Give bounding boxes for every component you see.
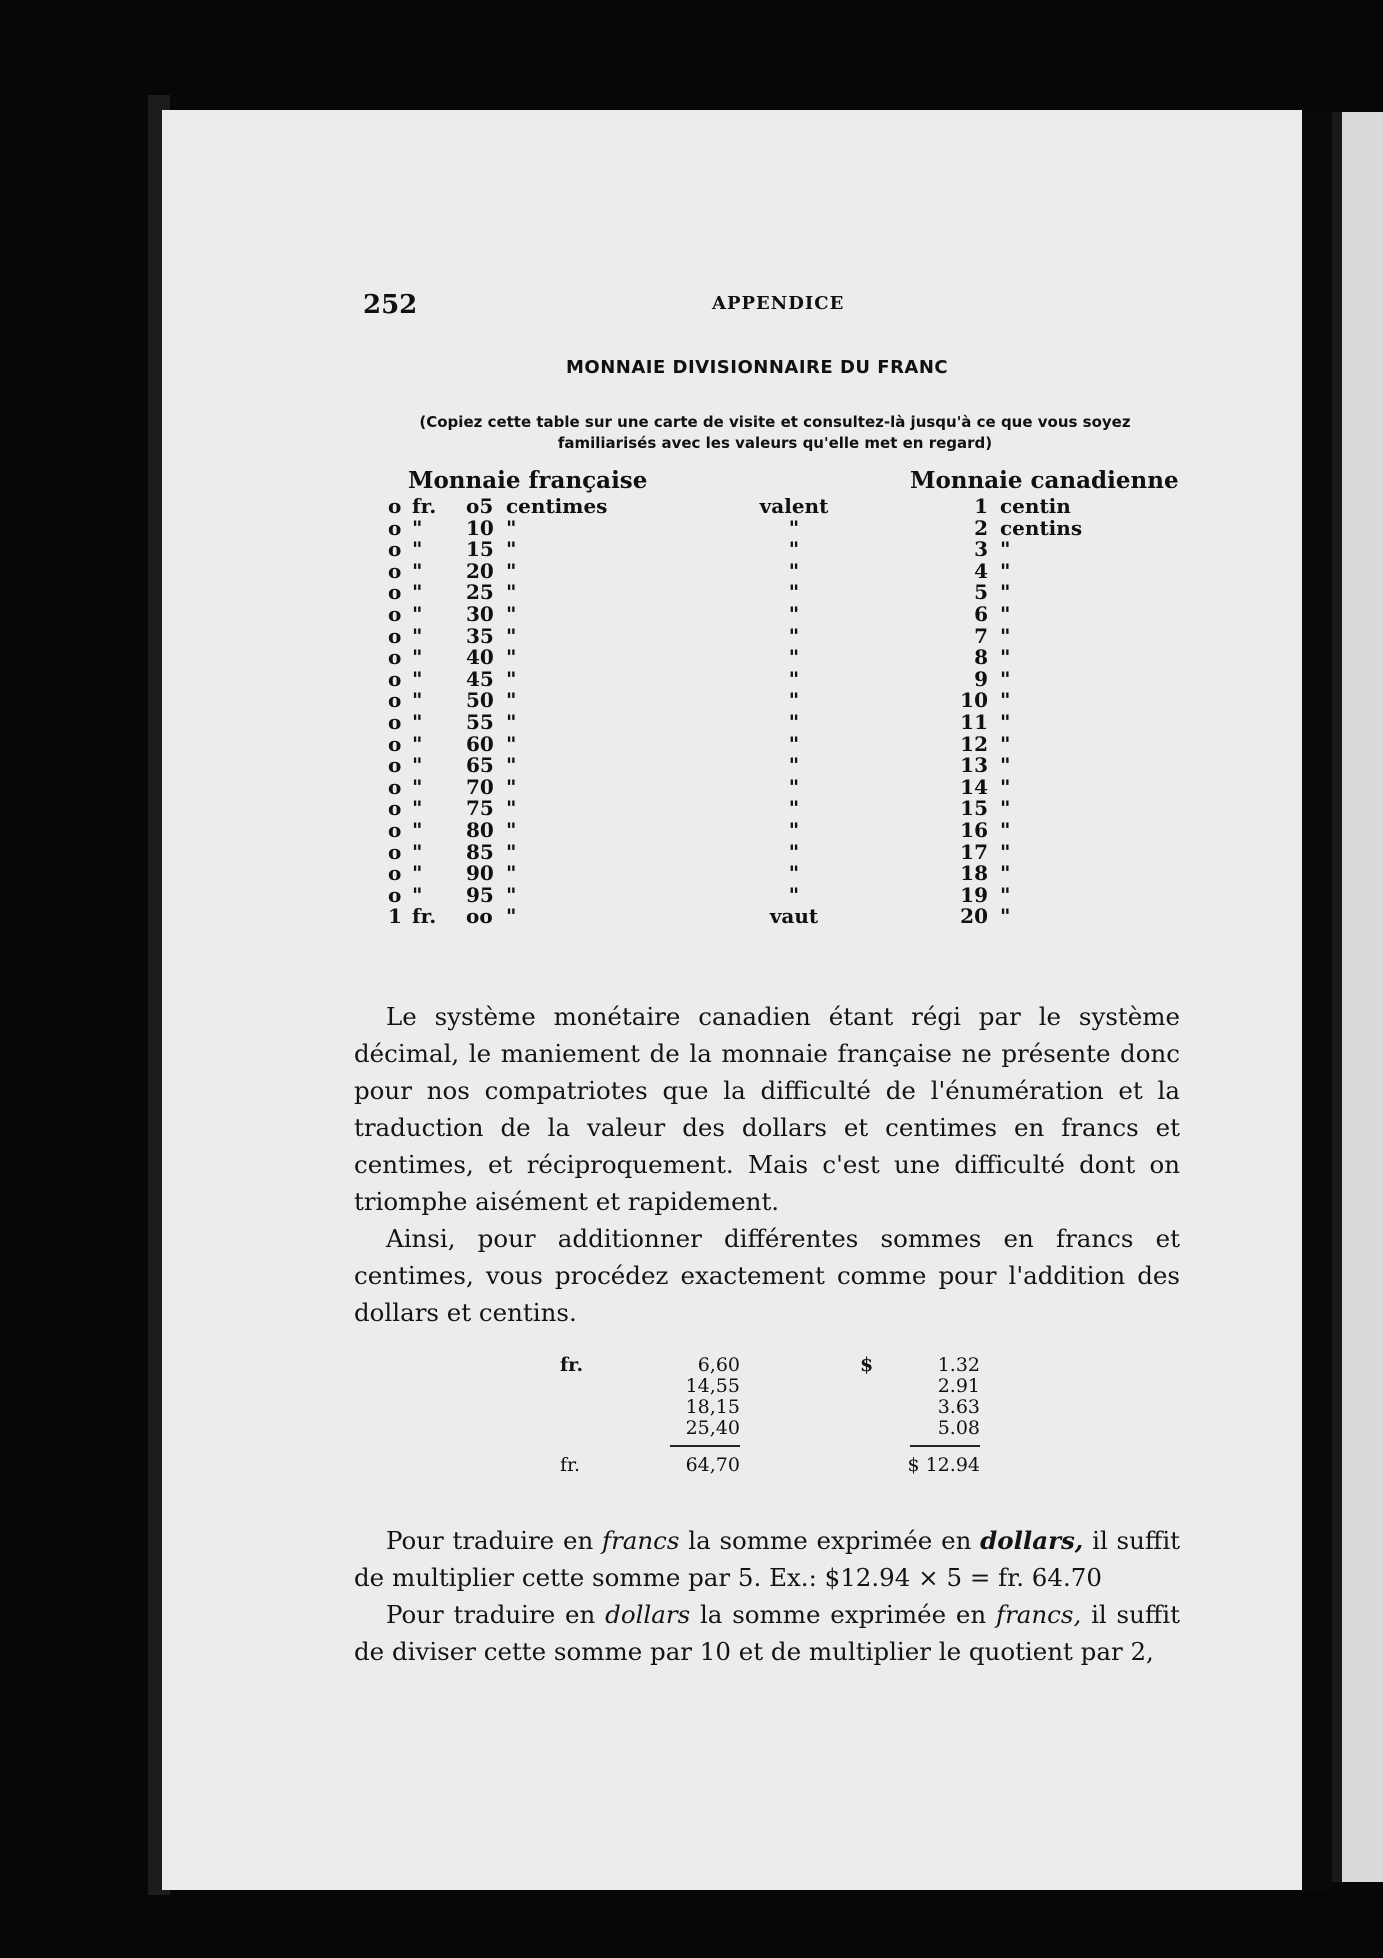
cents-value-cell: 7 bbox=[974, 623, 988, 648]
centimes-label-cell: " bbox=[506, 537, 517, 562]
text-run: Pour traduire en bbox=[386, 1600, 606, 1629]
column-head-canadian: Monnaie canadienne bbox=[910, 467, 1179, 494]
centimes-label-cell: " bbox=[506, 839, 517, 864]
franc-whole-cell: o bbox=[388, 558, 402, 583]
cents-value-cell: 16 bbox=[960, 817, 988, 842]
verb-cell: " bbox=[788, 774, 800, 799]
franc-unit-cell: " bbox=[412, 709, 423, 734]
franc-unit-cell: " bbox=[412, 537, 423, 562]
sum-ca-rule bbox=[910, 1445, 980, 1447]
verb-cell: " bbox=[788, 882, 800, 907]
cents-label-cell: " bbox=[1000, 796, 1011, 821]
sum-ca-value: 1.32 bbox=[937, 1354, 980, 1376]
table-row bbox=[388, 798, 1148, 820]
centimes-value-cell: 25 bbox=[466, 580, 494, 605]
franc-unit-cell: " bbox=[412, 601, 423, 626]
cents-value-cell: 12 bbox=[960, 731, 988, 756]
cents-label-cell: " bbox=[1000, 774, 1011, 799]
sum-fr-label: fr. bbox=[560, 1354, 584, 1376]
cents-value-cell: 8 bbox=[974, 645, 988, 670]
centimes-value-cell: 20 bbox=[466, 558, 494, 583]
cents-value-cell: 4 bbox=[974, 558, 988, 583]
centimes-label-cell: " bbox=[506, 558, 517, 583]
page-number: 252 bbox=[363, 290, 418, 320]
table-row bbox=[388, 647, 1148, 669]
franc-whole-cell: o bbox=[388, 494, 402, 518]
table-row bbox=[388, 906, 1148, 928]
franc-unit-cell: " bbox=[412, 817, 423, 842]
verb-cell: " bbox=[788, 839, 800, 864]
cents-label-cell: centins bbox=[1000, 515, 1083, 540]
franc-whole-cell: o bbox=[388, 774, 402, 799]
centimes-value-cell: oo bbox=[466, 904, 493, 929]
franc-unit-cell: " bbox=[412, 774, 423, 799]
centimes-label-cell: " bbox=[506, 882, 517, 907]
cents-value-cell: 2 bbox=[974, 515, 988, 540]
cents-value-cell: 20 bbox=[960, 904, 988, 929]
verb-cell: " bbox=[788, 601, 800, 626]
franc-whole-cell: o bbox=[388, 580, 402, 605]
verb-cell: valent bbox=[759, 494, 829, 518]
franc-unit-cell: " bbox=[412, 731, 423, 756]
table-row bbox=[388, 709, 1148, 734]
sum-ca-value: 3.63 bbox=[937, 1396, 980, 1418]
sum-fr-total-label: fr. bbox=[560, 1454, 581, 1476]
cents-value-cell: 3 bbox=[974, 537, 988, 562]
cents-value-cell: 5 bbox=[974, 580, 988, 605]
verb-cell: " bbox=[788, 558, 800, 583]
sum-fr-value: 18,15 bbox=[685, 1396, 740, 1418]
cents-value-cell: 9 bbox=[974, 666, 988, 691]
cents-label-cell: " bbox=[1000, 688, 1011, 713]
running-head: APPENDICE bbox=[712, 293, 845, 314]
paragraph-text: Ainsi, pour additionner différentes sommes en francs et centimes, vous procédez exactement comme pour l'addition des dollars et centins. bbox=[354, 1224, 1180, 1327]
column-head-french: Monnaie française bbox=[408, 467, 648, 494]
cents-label-cell: " bbox=[1000, 645, 1011, 670]
paragraph-decimal-system bbox=[354, 998, 1180, 1220]
sum-ca-total: $ 12.94 bbox=[907, 1454, 980, 1476]
centimes-value-cell: 70 bbox=[466, 774, 494, 799]
franc-whole-cell: o bbox=[388, 515, 402, 540]
verb-cell: " bbox=[788, 537, 800, 562]
verb-cell: " bbox=[788, 666, 800, 691]
verb-cell: " bbox=[788, 623, 800, 648]
paragraph-text: Le système monétaire canadien étant régi par le système décimal, le maniement de la monnaie française ne présente donc pour nos compatriotes que la difficulté de l'énumération et la traduction de la valeur des dollars et centimes en francs et centimes, et réciproquement. Mais c'est une difficulté dont on triomphe aisément et rapidement. bbox=[354, 1002, 1180, 1216]
sum-fr-value: 25,40 bbox=[685, 1417, 740, 1439]
cents-label-cell: " bbox=[1000, 861, 1011, 886]
cents-label-cell: " bbox=[1000, 580, 1011, 605]
franc-unit-cell: " bbox=[412, 753, 423, 778]
franc-unit-cell: " bbox=[412, 580, 423, 605]
emphasis-dollars: dollars, bbox=[980, 1526, 1084, 1555]
franc-unit-cell: fr. bbox=[412, 494, 437, 518]
conversion-rule-francs bbox=[354, 1522, 1180, 1596]
franc-whole-cell: o bbox=[388, 601, 402, 626]
cents-value-cell: 10 bbox=[960, 688, 988, 713]
franc-unit-cell: fr. bbox=[412, 904, 437, 929]
centimes-label-cell: " bbox=[506, 904, 517, 929]
table-row bbox=[388, 582, 1148, 604]
centimes-label-cell: " bbox=[506, 645, 517, 670]
addition-example bbox=[560, 1355, 980, 1495]
franc-whole-cell: 1 bbox=[388, 904, 402, 929]
conversion-table bbox=[388, 496, 1148, 928]
centimes-value-cell: 30 bbox=[466, 601, 494, 626]
table-title: MONNAIE DIVISIONNAIRE DU FRANC bbox=[566, 357, 949, 378]
sum-fr-rule bbox=[670, 1445, 740, 1447]
franc-whole-cell: o bbox=[388, 882, 402, 907]
franc-unit-cell: " bbox=[412, 882, 423, 907]
franc-unit-cell: " bbox=[412, 796, 423, 821]
centimes-label-cell: " bbox=[506, 796, 517, 821]
text-run: il suffit de diviser cette somme par 10 et de multiplier le quotient par 2, bbox=[354, 1600, 1180, 1666]
centimes-value-cell: 95 bbox=[466, 882, 494, 907]
cents-label-cell: " bbox=[1000, 904, 1011, 929]
franc-whole-cell: o bbox=[388, 666, 402, 691]
centimes-value-cell: 10 bbox=[466, 515, 494, 540]
verb-cell: " bbox=[788, 645, 800, 670]
centimes-label-cell: " bbox=[506, 753, 517, 778]
franc-whole-cell: o bbox=[388, 731, 402, 756]
table-row bbox=[388, 623, 1148, 648]
cents-label-cell: centin bbox=[1000, 494, 1071, 518]
franc-unit-cell: " bbox=[412, 623, 423, 648]
emphasis-francs: francs bbox=[602, 1526, 680, 1555]
centimes-label-cell: " bbox=[506, 774, 517, 799]
centimes-value-cell: 60 bbox=[466, 731, 494, 756]
page-gutter-shadow bbox=[1302, 112, 1332, 1890]
cents-value-cell: 19 bbox=[960, 882, 988, 907]
sum-ca-value: 5.08 bbox=[937, 1417, 980, 1439]
table-row bbox=[388, 863, 1148, 885]
franc-whole-cell: o bbox=[388, 645, 402, 670]
franc-unit-cell: " bbox=[412, 515, 423, 540]
verb-cell: " bbox=[788, 709, 800, 734]
franc-unit-cell: " bbox=[412, 688, 423, 713]
franc-unit-cell: " bbox=[412, 666, 423, 691]
cents-label-cell: " bbox=[1000, 623, 1011, 648]
cents-value-cell: 17 bbox=[960, 839, 988, 864]
centimes-value-cell: 35 bbox=[466, 623, 494, 648]
dollar-sign: $ bbox=[860, 1354, 874, 1376]
cents-value-cell: 14 bbox=[960, 774, 988, 799]
verb-cell: " bbox=[788, 796, 800, 821]
centimes-value-cell: o5 bbox=[466, 494, 494, 518]
cents-label-cell: " bbox=[1000, 601, 1011, 626]
centimes-value-cell: 65 bbox=[466, 753, 494, 778]
verb-cell: vaut bbox=[769, 904, 819, 929]
franc-whole-cell: o bbox=[388, 861, 402, 886]
franc-whole-cell: o bbox=[388, 709, 402, 734]
sum-fr-total: 64,70 bbox=[685, 1454, 740, 1476]
franc-unit-cell: " bbox=[412, 558, 423, 583]
centimes-value-cell: 45 bbox=[466, 666, 494, 691]
cents-label-cell: " bbox=[1000, 709, 1011, 734]
franc-whole-cell: o bbox=[388, 796, 402, 821]
verb-cell: " bbox=[788, 580, 800, 605]
cents-value-cell: 11 bbox=[960, 709, 988, 734]
verb-cell: " bbox=[788, 731, 800, 756]
centimes-label-cell: " bbox=[506, 601, 517, 626]
table-row bbox=[388, 690, 1148, 712]
centimes-label-cell: " bbox=[506, 817, 517, 842]
paragraph-addition bbox=[354, 1220, 1180, 1331]
table-row bbox=[388, 539, 1148, 561]
table-row bbox=[388, 774, 1148, 799]
cents-value-cell: 15 bbox=[960, 796, 988, 821]
table-row bbox=[388, 882, 1148, 907]
franc-unit-cell: " bbox=[412, 645, 423, 670]
centimes-label-cell: " bbox=[506, 666, 517, 691]
sum-fr-value: 6,60 bbox=[697, 1354, 740, 1376]
verb-cell: " bbox=[788, 688, 800, 713]
centimes-label-cell: " bbox=[506, 623, 517, 648]
table-instruction: (Copiez cette table sur une carte de visite et consultez-là jusqu'à ce que vous soyez familiarisés avec les valeurs qu'elle met en regard) bbox=[419, 413, 1131, 452]
table-row bbox=[388, 731, 1148, 756]
centimes-value-cell: 50 bbox=[466, 688, 494, 713]
cents-label-cell: " bbox=[1000, 731, 1011, 756]
verb-cell: " bbox=[788, 861, 800, 886]
table-row bbox=[388, 839, 1148, 864]
table-row bbox=[388, 558, 1148, 583]
table-row bbox=[388, 601, 1148, 626]
cents-value-cell: 1 bbox=[974, 494, 988, 518]
franc-whole-cell: o bbox=[388, 839, 402, 864]
centimes-label-cell: " bbox=[506, 580, 517, 605]
text-run: la somme exprimée en bbox=[679, 1526, 981, 1555]
franc-unit-cell: " bbox=[412, 839, 423, 864]
sum-ca-value: 2.91 bbox=[937, 1375, 980, 1397]
centimes-label-cell: centimes bbox=[506, 494, 608, 518]
cents-label-cell: " bbox=[1000, 753, 1011, 778]
cents-value-cell: 6 bbox=[974, 601, 988, 626]
centimes-value-cell: 90 bbox=[466, 861, 494, 886]
text-run: il suffit de multiplier cette somme par 5. Ex.: $12.94 × 5 = fr. 64.70 bbox=[354, 1526, 1180, 1592]
centimes-label-cell: " bbox=[506, 731, 517, 756]
table-row bbox=[388, 666, 1148, 691]
centimes-value-cell: 15 bbox=[466, 537, 494, 562]
text-run: la somme exprimée en bbox=[690, 1600, 996, 1629]
centimes-value-cell: 75 bbox=[466, 796, 494, 821]
centimes-value-cell: 40 bbox=[466, 645, 494, 670]
table-row bbox=[388, 755, 1148, 777]
verb-cell: " bbox=[788, 753, 800, 778]
cents-label-cell: " bbox=[1000, 882, 1011, 907]
franc-whole-cell: o bbox=[388, 623, 402, 648]
cents-label-cell: " bbox=[1000, 537, 1011, 562]
verb-cell: " bbox=[788, 817, 800, 842]
cents-label-cell: " bbox=[1000, 666, 1011, 691]
verb-cell: " bbox=[788, 515, 800, 540]
cents-value-cell: 18 bbox=[960, 861, 988, 886]
table-row bbox=[388, 515, 1148, 540]
franc-whole-cell: o bbox=[388, 817, 402, 842]
franc-whole-cell: o bbox=[388, 753, 402, 778]
centimes-value-cell: 85 bbox=[466, 839, 494, 864]
centimes-label-cell: " bbox=[506, 688, 517, 713]
text-run: Pour traduire en bbox=[386, 1526, 603, 1555]
table-row bbox=[388, 496, 1148, 518]
emphasis-francs: francs, bbox=[996, 1600, 1082, 1629]
centimes-label-cell: " bbox=[506, 709, 517, 734]
paragraph-conversion-rules bbox=[354, 1522, 1180, 1670]
sum-fr-value: 14,55 bbox=[685, 1375, 740, 1397]
table-row bbox=[388, 817, 1148, 842]
cents-label-cell: " bbox=[1000, 839, 1011, 864]
conversion-rule-dollars bbox=[354, 1596, 1180, 1670]
cents-value-cell: 13 bbox=[960, 753, 988, 778]
franc-whole-cell: o bbox=[388, 688, 402, 713]
emphasis-dollars: dollars bbox=[605, 1600, 691, 1629]
cents-label-cell: " bbox=[1000, 817, 1011, 842]
franc-whole-cell: o bbox=[388, 537, 402, 562]
franc-unit-cell: " bbox=[412, 861, 423, 886]
centimes-label-cell: " bbox=[506, 861, 517, 886]
centimes-label-cell: " bbox=[506, 515, 517, 540]
facing-page-shadow bbox=[1332, 112, 1342, 1882]
cents-label-cell: " bbox=[1000, 558, 1011, 583]
centimes-value-cell: 80 bbox=[466, 817, 494, 842]
centimes-value-cell: 55 bbox=[466, 709, 494, 734]
